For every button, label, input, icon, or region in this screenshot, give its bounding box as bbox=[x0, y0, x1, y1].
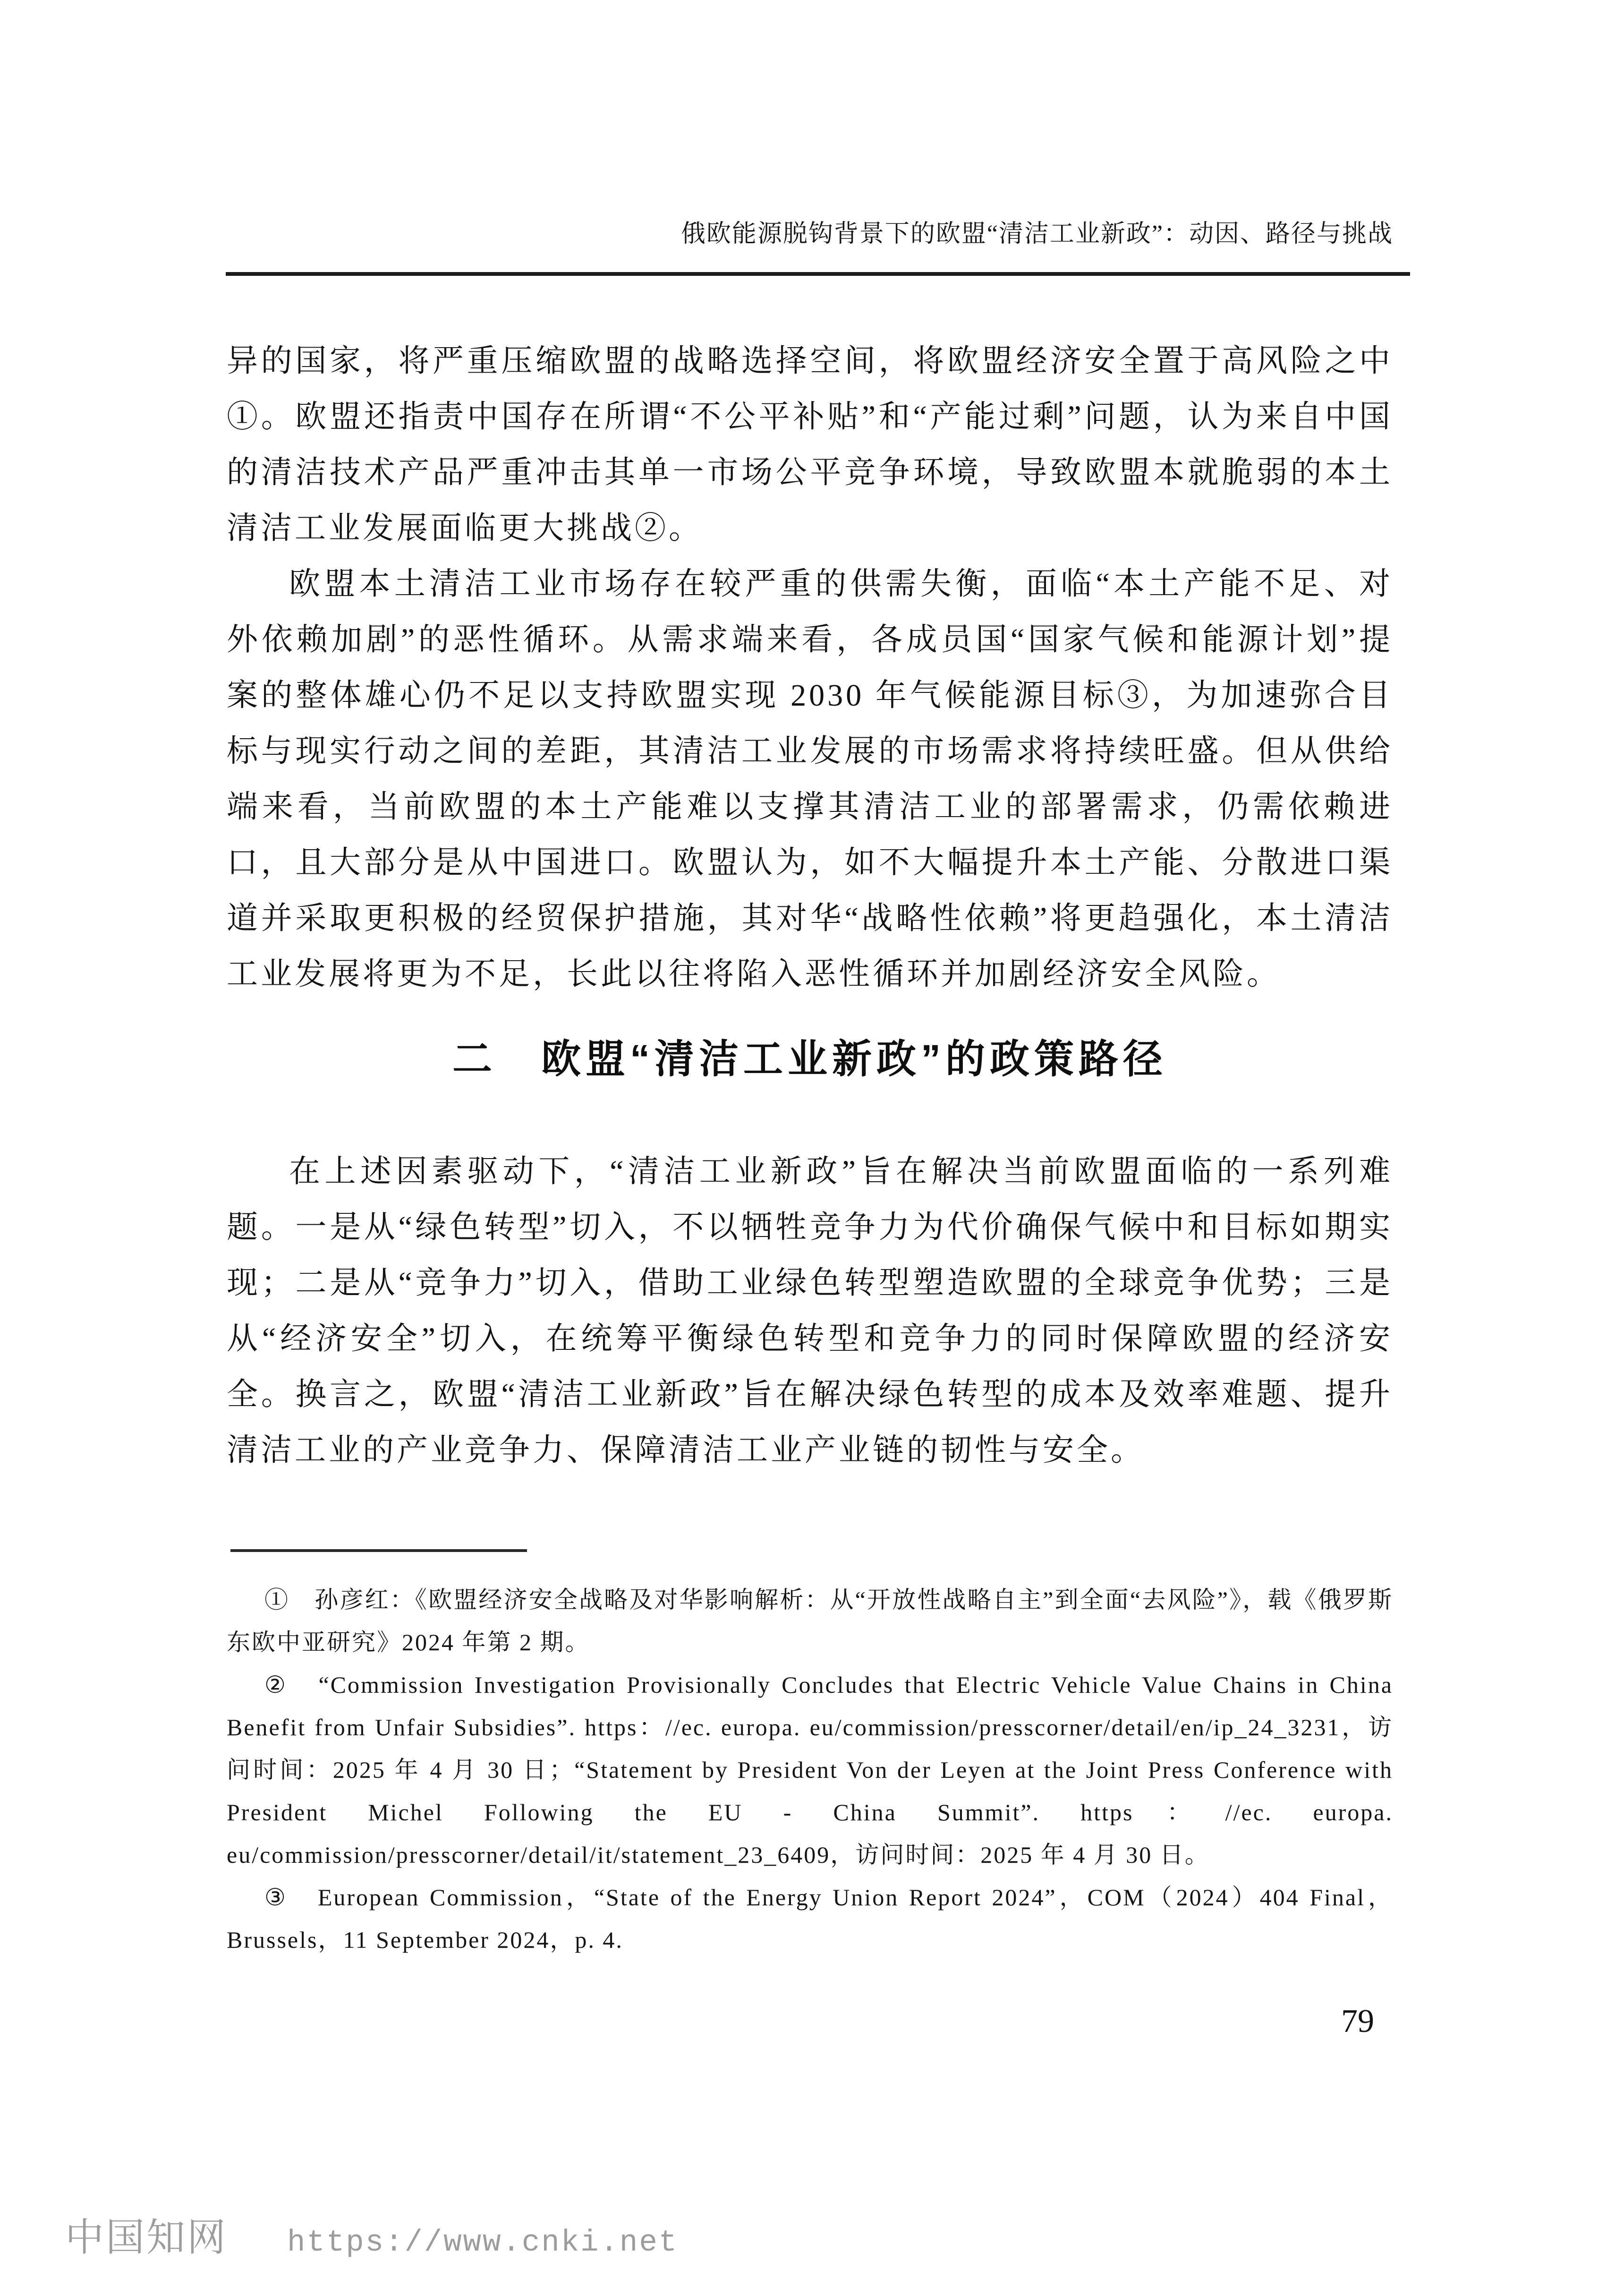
header-rule bbox=[226, 272, 1410, 276]
cnki-watermark bbox=[65, 2207, 678, 2262]
article-body bbox=[227, 333, 1393, 1478]
footnote-item: ② “Commission Investigation Provisionally Concludes that Electric Vehicle Value Chains in China Benefit from Unfair Subsidies”. https：//ec. europa. eu/commission/presscorner/detail/en/ip_24_3231，访问时间：2025 年 4 月 30 日；“Statement by President Von der Leyen at the Joint Press Conference with President Michel Following the EU - China Summit”. https：//ec. europa. eu/commission/presscorner/detail/it/statement_23_6409，访问时间：2025 年 4 月 30 日。 bbox=[227, 1671, 1393, 1868]
body-paragraph: 欧盟本土清洁工业市场存在较严重的供需失衡，面临“本土产能不足、对外依赖加剧”的恶性循环。从需求端来看，各成员国“国家气候和能源计划”提案的整体雄心仍不足以支持欧盟实现 2030 年气候能源目标③，为加速弥合目标与现实行动之间的差距，其清洁工业发展的市场需求将持续旺盛。但从供给端来看，当前欧盟的本土产能难以支撑其清洁工业的部署需求，仍需依赖进口，且大部分是从中国进口。欧盟认为，如不大幅提升本土产能、分散进口渠道并采取更积极的经贸保护措施，其对华“战略性依赖”将更趋强化，本土清洁工业发展将更为不足，长此以往将陷入恶性循环并加剧经济安全风险。 bbox=[227, 567, 1393, 991]
footnote-item: ① 孙彦红：《欧盟经济安全战略及对华影响解析：从“开放性战略自主”到全面“去风险”》，载《俄罗斯东欧中亚研究》2024 年第 2 期。 bbox=[227, 1586, 1393, 1655]
body-paragraph: 在上述因素驱动下，“清洁工业新政”旨在解决当前欧盟面临的一系列难题。一是从“绿色转型”切入，不以牺牲竞争力为代价确保气候中和目标如期实现；二是从“竞争力”切入，借助工业绿色转型塑造欧盟的全球竞争优势；三是从“经济安全”切入，在统筹平衡绿色转型和竞争力的同时保障欧盟的经济安全。换言之，欧盟“清洁工业新政”旨在解决绿色转型的成本及效率难题、提升清洁工业的产业竞争力、保障清洁工业产业链的韧性与安全。 bbox=[227, 1154, 1393, 1467]
page-number: 79 bbox=[1341, 2003, 1374, 2039]
section-heading: 二 欧盟“清洁工业新政”的政策路径 bbox=[452, 1037, 1167, 1081]
running-head-title: 俄欧能源脱钩背景下的欧盟“清洁工业新政”：动因、路径与挑战 bbox=[680, 221, 1393, 247]
cnki-url-text: https://www.cnki.net bbox=[287, 2226, 679, 2260]
body-paragraph: 异的国家，将严重压缩欧盟的战略选择空间，将欧盟经济安全置于高风险之中①。欧盟还指责中国存在所谓“不公平补贴”和“产能过剩”问题，认为来自中国的清洁技术产品严重冲击其单一市场公平竞争环境，导致欧盟本就脆弱的本土清洁工业发展面临更大挑战②。 bbox=[227, 344, 1393, 546]
footnotes-section bbox=[227, 1549, 1393, 1961]
cnki-brand-text: 中国知网 bbox=[65, 2216, 228, 2259]
footnote-item: ③ European Commission，“State of the Energy Union Report 2024”，COM（2024）404 Final，Brussels，11 September 2024，p. 4. bbox=[227, 1884, 1393, 1953]
footnote-separator-rule bbox=[230, 1549, 527, 1552]
